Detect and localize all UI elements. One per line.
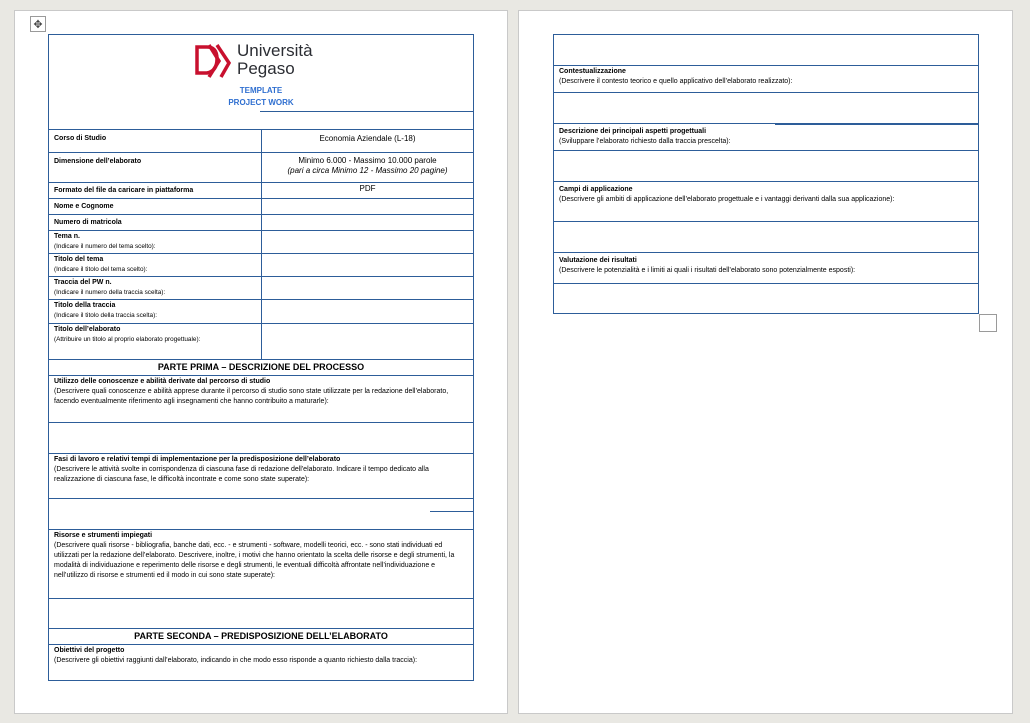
info-label-cell: [49, 324, 262, 360]
section-title: Utilizzo delle conoscenze e abilità derivate dal percorso di studio: [54, 378, 271, 385]
info-note: (Attribuire un titolo al proprio elaborato progettuale):: [54, 335, 201, 343]
brand-line-1: Università: [237, 41, 313, 60]
section-title: Contestualizzazione: [559, 68, 626, 75]
section-description: [554, 124, 979, 151]
info-label: Titolo della traccia: [54, 302, 116, 309]
header-cell: [49, 35, 474, 130]
template-table-page-2: [553, 34, 979, 314]
section-note: (Descrivere le potenzialità e i limiti ai quali i risultati dell’elaborato sono potenzialmente esposti):: [559, 267, 856, 274]
answer-field[interactable]: [554, 284, 979, 314]
traccia-title-field[interactable]: [262, 300, 474, 324]
university-logo: [195, 41, 335, 81]
section-title: Obiettivi del progetto: [54, 647, 125, 654]
section-note: (Descrivere quali conoscenze e abilità apprese durante il percorso di studio sono state utilizzate per la redazione dell’elaborato, facendo eventualmente riferimento agli insegnamenti che hanno contribuito a maturarle):: [54, 388, 449, 405]
border-fragment: [260, 111, 473, 112]
section-note: (Descrivere gli obiettivi raggiunti dall’elaborato, indicando in che modo esso risponde a quanto richiesto dalla traccia):: [54, 657, 418, 664]
info-label: Titolo dell’elaborato: [54, 326, 121, 333]
answer-field[interactable]: [554, 222, 979, 253]
section-note: (Sviluppare l’elaborato richiesto dalla traccia prescelta):: [559, 138, 731, 145]
answer-field[interactable]: [49, 499, 474, 530]
section-description: [49, 454, 474, 499]
info-label: Tema n.: [54, 233, 80, 240]
info-label: Dimensione dell’elaborato: [49, 153, 262, 183]
section-description: [554, 253, 979, 284]
info-label: Traccia del PW n.: [54, 279, 112, 286]
info-note: (Indicare il numero del tema scelto):: [54, 242, 156, 250]
info-note: (Indicare il titolo del tema scelto):: [54, 265, 148, 273]
info-label-cell: [49, 300, 262, 324]
section-description: [554, 66, 979, 93]
template-label: TEMPLATE: [239, 86, 283, 95]
answer-field[interactable]: [554, 35, 979, 66]
section-note: (Descrivere gli ambiti di applicazione dell’elaborato progettuale e i vantaggi derivanti dalla sua applicazione):: [559, 196, 895, 203]
info-value-note: (pari a circa Minimo 12 - Massimo 20 pagine): [287, 166, 448, 175]
info-value[interactable]: Economia Aziendale (L-18): [262, 130, 474, 153]
part-one-heading: PARTE PRIMA – DESCRIZIONE DEL PROCESSO: [49, 360, 474, 376]
answer-field[interactable]: [554, 93, 979, 124]
pegaso-logo-icon: [195, 43, 233, 79]
info-label: Numero di matricola: [49, 215, 262, 231]
info-value[interactable]: PDF: [262, 183, 474, 199]
section-note: (Descrivere il contesto teorico e quello applicativo dell’elaborato realizzato):: [559, 78, 793, 85]
name-field[interactable]: [262, 199, 474, 215]
answer-field[interactable]: [49, 599, 474, 629]
info-label-cell: [49, 277, 262, 300]
info-note: (Indicare il titolo della traccia scelta):: [54, 311, 158, 319]
section-description: [49, 530, 474, 599]
info-value: Minimo 6.000 - Massimo 10.000 parole: [298, 156, 437, 165]
section-description: [554, 182, 979, 222]
section-title: Valutazione dei risultati: [559, 257, 637, 264]
elaborato-title-field[interactable]: [262, 324, 474, 360]
brand-line-2: Pegaso: [237, 59, 295, 78]
section-title: Descrizione dei principali aspetti progettuali: [559, 128, 707, 135]
answer-field[interactable]: [49, 423, 474, 454]
section-description: [49, 645, 474, 681]
info-label-cell: [49, 254, 262, 277]
template-table-page-1: [48, 34, 474, 681]
section-description: [49, 376, 474, 423]
info-label: Nome e Cognome: [49, 199, 262, 215]
project-work-label: PROJECT WORK: [228, 98, 294, 107]
section-title: Risorse e strumenti impiegati: [54, 532, 153, 539]
answer-field[interactable]: [554, 151, 979, 182]
info-label-cell: [49, 231, 262, 254]
table-resize-handle-icon[interactable]: [979, 314, 997, 332]
info-note: (Indicare il numero della traccia scelta):: [54, 288, 166, 296]
info-label: Formato del file da caricare in piattaforma: [49, 183, 262, 199]
border-fragment: [430, 511, 473, 512]
info-value-cell[interactable]: [262, 153, 474, 183]
section-title: Campi di applicazione: [559, 186, 633, 193]
section-note: (Descrivere le attività svolte in corrispondenza di ciascuna fase di redazione dell'elaborato. Indicare il tempo dedicato alla realizzazione di ciascuna fase, le difficoltà incontrate e come sono state superate):: [54, 466, 429, 483]
border-fragment: [775, 124, 978, 125]
traccia-number-field[interactable]: [262, 277, 474, 300]
info-label: Titolo del tema: [54, 256, 104, 263]
matricola-field[interactable]: [262, 215, 474, 231]
table-move-handle-icon[interactable]: ✥: [30, 16, 46, 32]
part-two-heading: PARTE SECONDA – PREDISPOSIZIONE DELL’ELABORATO: [49, 629, 474, 645]
section-note: (Descrivere quali risorse - bibliografia, banche dati, ecc. - e strumenti - software, modelli teorici, ecc. - sono stati individuati ed utilizzati per la redazione dell’elaborato. Descrivere, inoltre, i motivi che hanno orientato la scelta delle risorse e degli strumenti, la modalità di individuazione e reperimento delle risorse e degli strumenti, le eventuali difficoltà affrontate nell’individuazione e nell’utilizzo di risorse e strumenti ed il modo in cui sono state superate):: [54, 542, 455, 579]
section-title: Fasi di lavoro e relativi tempi di implementazione per la predisposizione dell’elaborato: [54, 456, 341, 463]
info-label: Corso di Studio: [49, 130, 262, 153]
tema-number-field[interactable]: [262, 231, 474, 254]
tema-title-field[interactable]: [262, 254, 474, 277]
